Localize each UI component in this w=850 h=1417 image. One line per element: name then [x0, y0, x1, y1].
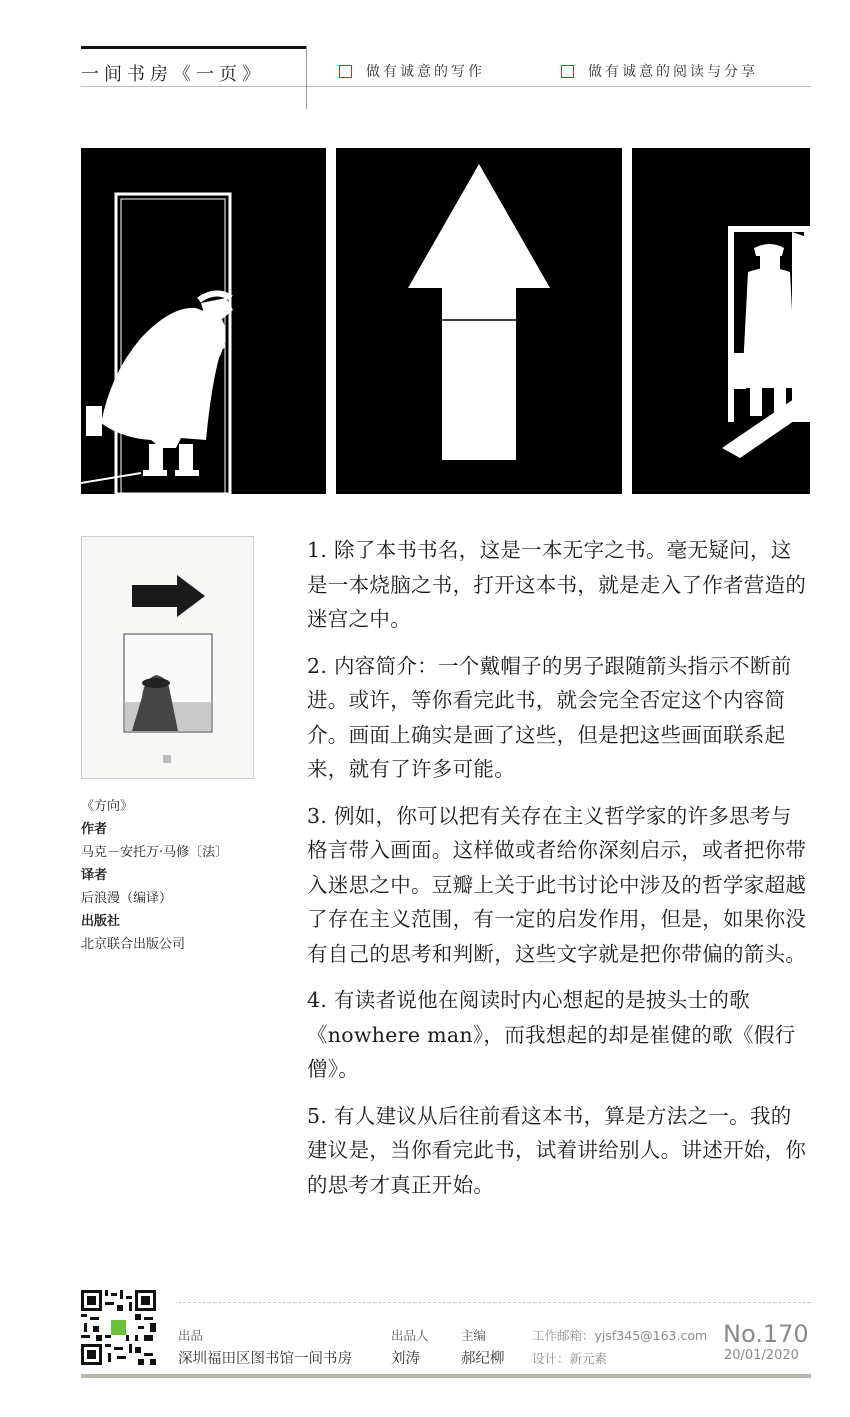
footer-dashed-rule — [178, 1302, 811, 1303]
author-name: 马克－安托万·马修〔法〕 — [81, 845, 229, 860]
footer-bottom-rule — [81, 1374, 811, 1378]
panel-man-exiting — [632, 148, 810, 494]
paragraph: 3. 例如，你可以把有关存在主义哲学家的许多思考与格言带入画面。这样做或者给你深刻启示，或者把你带入迷思之中。豆瓣上关于此书讨论中涉及的哲学家超越了存在主义范围，有一定的启发作用，但是，如果你没有自己的思考和判断，这些文字就是把你带偏的箭头。 — [307, 803, 807, 966]
publisher-label: 出版社 — [81, 914, 121, 929]
magazine-title: 一间书房《一页》 — [81, 64, 265, 85]
book-title: 《方向》 — [81, 799, 134, 814]
paragraph: 5. 有人建议从后往前看这本书，算是方法之一。我的建议是，当你看完此书，试着讲给别人。讲述开始，你的思考才真正开始。 — [307, 1103, 807, 1197]
header-rule — [81, 86, 811, 87]
producer-label: 出品人 — [391, 1328, 429, 1343]
editor-name: 郝纪柳 — [461, 1351, 505, 1367]
editor-label: 主编 — [461, 1328, 487, 1343]
translator-name: 后浪漫（编译） — [81, 891, 173, 906]
produced-by: 深圳福田区图书馆一间书房 — [178, 1351, 352, 1367]
illustration-strip — [81, 148, 810, 494]
book-cover — [81, 536, 254, 779]
produced-label: 出品 — [178, 1328, 204, 1343]
translator-label: 译者 — [81, 868, 108, 883]
panel-up-arrow — [336, 148, 622, 494]
issue-date: 20/01/2020 — [724, 1348, 799, 1363]
paragraph: 1. 除了本书书名，这是一本无字之书。毫无疑问，这是一本烧脑之书，打开这本书，就是走入了作者营造的迷宫之中。 — [307, 538, 807, 631]
book-info — [81, 795, 228, 956]
panel-man-at-door — [81, 148, 326, 494]
design-credit: 设计：新元素 — [532, 1351, 608, 1366]
article-body — [307, 533, 812, 1214]
qr-code[interactable] — [81, 1290, 156, 1365]
contact-email: 工作邮箱：yjsf345@163.com — [532, 1328, 708, 1343]
slogan-reading — [561, 61, 758, 81]
slogan-writing-text: 做有诚意的写作 — [366, 64, 485, 80]
author-label: 作者 — [81, 822, 108, 837]
header-divider — [306, 46, 307, 109]
slogan-writing — [339, 61, 485, 81]
slogan-reading-text: 做有诚意的阅读与分享 — [588, 64, 758, 80]
checkbox-square-icon — [561, 65, 574, 78]
publisher-name: 北京联合出版公司 — [81, 937, 186, 952]
paragraph: 2. 内容简介：一个戴帽子的男子跟随箭头指示不断前进。或许，等你看完此书，就会完全否定这个内容简介。画面上确实是画了这些，但是把这些画面联系起来，就有了许多可能。 — [307, 653, 792, 781]
paragraph: 4. 有读者说他在阅读时内心想起的是披头士的歌《nowhere man》，而我想起的却是崔健的歌《假行僧》。 — [307, 988, 796, 1081]
checkbox-square-icon — [339, 65, 352, 78]
header-top-rule — [81, 46, 307, 49]
producer-name: 刘涛 — [391, 1351, 420, 1367]
issue-number: No.170 — [723, 1320, 809, 1348]
